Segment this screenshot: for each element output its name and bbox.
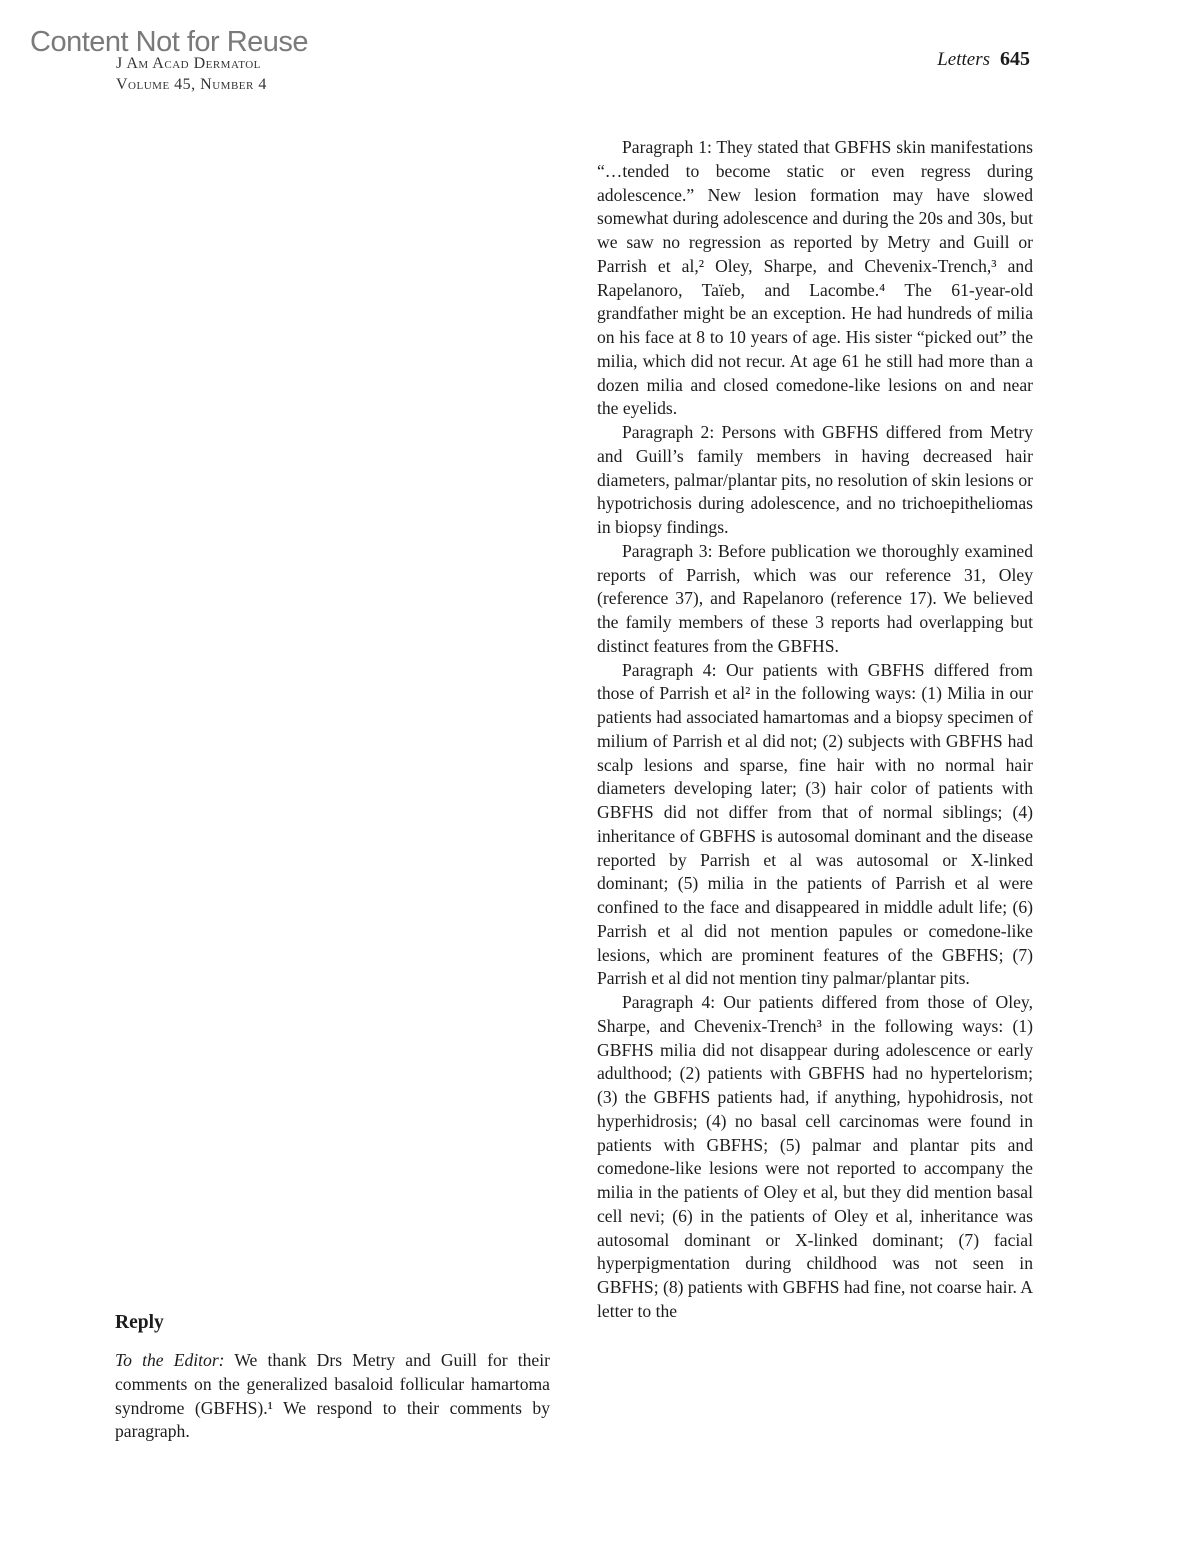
- reply-body: We thank Drs Metry and Guill for their comments on the generalized basaloid follicular hamartoma syndrome (GBFHS).¹ We respond to their comments by paragraph.: [115, 1350, 550, 1442]
- watermark: Content Not for Reuse: [30, 26, 309, 58]
- page-number: 645: [1000, 48, 1030, 70]
- body-paragraph: Paragraph 3: Before publication we thoroughly examined reports of Parrish, which was our reference 31, Oley (reference 37), and Rapelanoro (reference 17). We believed the family members of these 3 reports had overlapping but distinct features from the GBFHS.: [597, 540, 1033, 656]
- right-column: [597, 136, 1033, 1324]
- reply-heading: Reply: [115, 1312, 164, 1333]
- body-paragraph: Paragraph 2: Persons with GBFHS differed from Metry and Guill’s family members in having decreased hair diameters, palmar/plantar pits, no resolution of skin lesions or hypotrichosis during adolescence, and no trichoepitheliomas in biopsy findings.: [597, 422, 1033, 537]
- journal-volume: Volume 45, Number 4: [116, 76, 267, 93]
- reply-lead: To the Editor:: [115, 1350, 225, 1370]
- section-name: Letters: [937, 49, 990, 70]
- journal-title: J Am Acad Dermatol: [116, 55, 261, 72]
- journal-header: [116, 53, 267, 95]
- body-paragraph: Paragraph 4: Our patients differed from those of Oley, Sharpe, and Chevenix-Trench³ in the following ways: (1) GBFHS milia did not disappear during adolescence or early adulthood; (2) patients with GBFHS had no hypertelorism; (3) the GBFHS patients had, if anything, hypohidrosis, not hyperhidrosis; (4) no basal cell carcinomas were found in patients with GBFHS; (5) palmar and plantar pits and comedone-like lesions were not reported to accompany the milia in the patients of Oley et al, but they did mention basal cell nevi; (6) in the patients of Oley et al, inheritance was autosomal dominant or X-linked dominant; (7) facial hyperpigmentation during childhood was not seen in GBFHS; (8) patients with GBFHS had fine, not coarse hair. A letter to the: [597, 992, 1033, 1321]
- left-column: [115, 1310, 550, 1444]
- running-header: [937, 48, 1030, 71]
- body-paragraph: Paragraph 1: They stated that GBFHS skin manifestations “…tended to become static or even regress during adolescence.” New lesion formation may have slowed somewhat during adolescence and during the 20s and 30s, but we saw no regression as reported by Metry and Guill or Parrish et al,² Oley, Sharpe, and Chevenix-Trench,³ and Rapelanoro, Taïeb, and Lacombe.⁴ The 61-year-old grandfather might be an exception. He had hundreds of milia on his face at 8 to 10 years of age. His sister “picked out” the milia, which did not recur. At age 61 he still had more than a dozen milia and closed comedone-like lesions on and near the eyelids.: [597, 137, 1033, 419]
- body-paragraph: Paragraph 4: Our patients with GBFHS differed from those of Parrish et al² in the following ways: (1) Milia in our patients had associated hamartomas and a biopsy specimen of milium of Parrish et al did not; (2) subjects with GBFHS had scalp lesions and sparse, fine hair with no normal hair diameters developing later; (3) hair color of patients with GBFHS did not differ from that of normal siblings; (4) inheritance of GBFHS is autosomal dominant and the disease reported by Parrish et al was autosomal or X-linked dominant; (5) milia in the patients of Parrish et al were confined to the face and disappeared in middle adult life; (6) Parrish et al did not mention papules or comedone-like lesions, which are prominent features of the GBFHS; (7) Parrish et al did not mention tiny palmar/plantar pits.: [597, 659, 1033, 989]
- reply-paragraph: [115, 1349, 550, 1444]
